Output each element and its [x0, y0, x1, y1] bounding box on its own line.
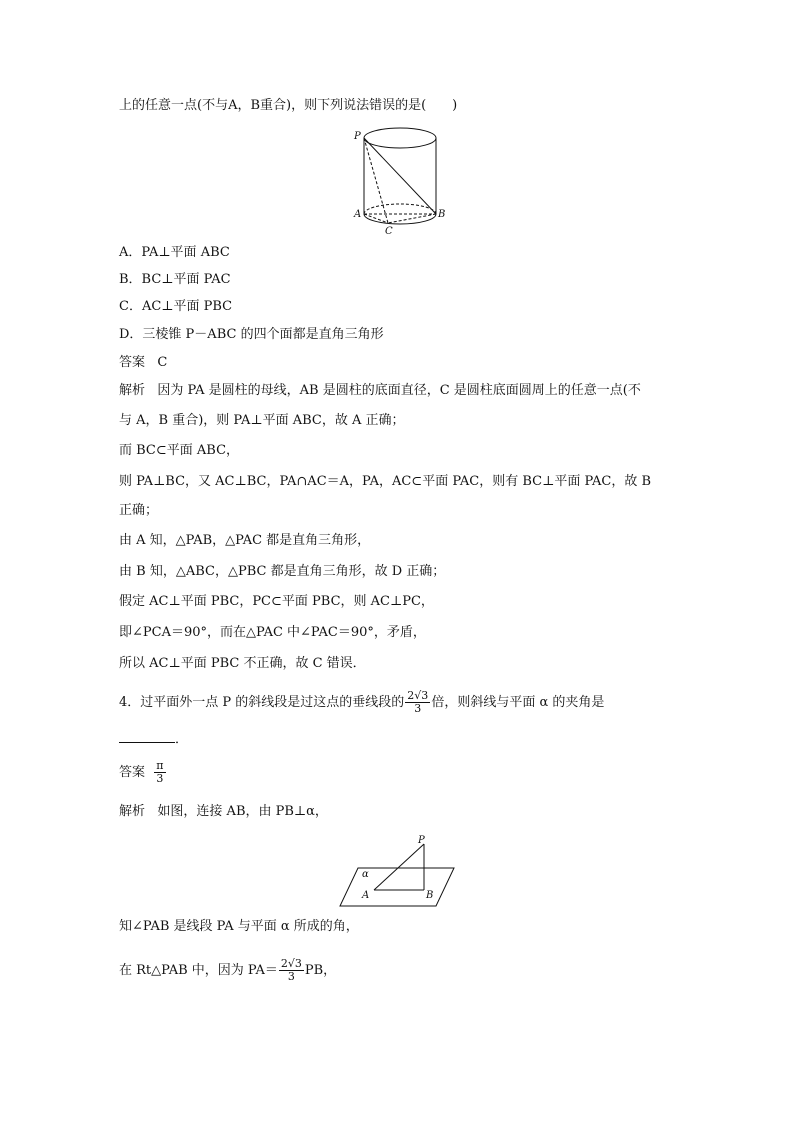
q3-analysis-line-5: 正确；	[119, 503, 159, 518]
cylinder-figure	[350, 122, 450, 237]
q3-analysis-line-2: 与 A，B 重合)，则 PA⊥平面 ABC，故 A 正确；	[119, 413, 405, 428]
q4-analysis-line-3: 在 Rt△PAB 中，因为 PA＝ $\frac{2√3}{3}$ PB，	[119, 957, 337, 983]
analysis-label: 解析	[119, 804, 146, 819]
q4-blank-line: ．	[119, 730, 188, 749]
q3-stem: 上的任意一点(不与A，B重合)，则下列说法错误的是( )	[119, 98, 458, 113]
q3-analysis-line-1: 解析 因为 PA 是圆柱的母线，AB 是圆柱的底面直径，C 是圆柱底面圆周上的任意一点(不	[119, 383, 641, 398]
q3-analysis-line-7: 由 B 知，△ABC，△PBC 都是直角三角形，故 D 正确；	[119, 564, 446, 579]
cylinder-top	[364, 128, 436, 148]
q4-stem: 4．过平面外一点 P 的斜线段是过这点的垂线段的 $\frac{2√3}{3}$ 倍，则斜线与平面 α 的夹角是	[119, 689, 605, 715]
option-d: D．三棱锥 P－ABC 的四个面都是直角三角形	[119, 327, 384, 342]
q3-analysis-line-4: 则 PA⊥BC，又 AC⊥BC，PA∩AC＝A，PA，AC⊂平面 PAC，则有 BC⊥平面 PAC，故 B	[119, 474, 652, 489]
label-P: P	[354, 131, 361, 142]
cylinder-base-front	[364, 214, 436, 224]
q4-analysis-line-2: 知∠PAB 是线段 PA 与平面 α 所成的角，	[119, 919, 359, 934]
answer-value: C	[157, 355, 168, 370]
label-B: B	[438, 209, 446, 220]
q3-analysis-line-6: 由 A 知，△PAB，△PAC 都是直角三角形，	[119, 533, 371, 548]
label-P: P	[418, 835, 425, 846]
analysis-label: 解析	[119, 383, 146, 398]
q3-analysis-line-9: 即∠PCA＝90°，而在△PAC 中∠PAC＝90°，矛盾，	[119, 625, 426, 640]
label-A: A	[362, 890, 370, 901]
label-A: A	[354, 209, 362, 220]
q4-analysis-line-1: 解析 如图，连接 AB，由 PB⊥α，	[119, 804, 328, 819]
cylinder-base-back	[364, 204, 436, 214]
q3-answer	[119, 354, 167, 372]
segment-PA	[374, 844, 424, 890]
answer-label: 答案	[119, 355, 146, 370]
plane-figure	[338, 832, 458, 910]
option-c: C．AC⊥平面 PBC	[119, 299, 233, 314]
option-a: A．PA⊥平面 ABC	[119, 245, 230, 260]
label-B: B	[426, 890, 434, 901]
answer-blank	[119, 730, 175, 743]
q4-answer-fraction: $\frac{\pi}{3}$	[156, 759, 164, 785]
answer-label: 答案	[119, 765, 146, 780]
label-alpha: α	[362, 869, 369, 880]
q4-answer	[119, 760, 167, 785]
label-C: C	[385, 226, 393, 237]
option-b: B．BC⊥平面 PAC	[119, 272, 231, 287]
plane-alpha	[340, 868, 454, 906]
q4-fraction: $\frac{2√3}{3}$	[407, 689, 429, 715]
q3-analysis-line-3: 而 BC⊂平面 ABC，	[119, 443, 240, 458]
q4-line3-fraction: $\frac{2√3}{3}$	[280, 957, 302, 983]
segment-BC	[388, 214, 436, 223]
q3-analysis-line-8: 假定 AC⊥平面 PBC，PC⊂平面 PBC，则 AC⊥PC，	[119, 594, 434, 609]
q3-analysis-line-10: 所以 AC⊥平面 PBC 不正确，故 C 错误．	[119, 656, 366, 671]
segment-PB	[364, 138, 436, 214]
